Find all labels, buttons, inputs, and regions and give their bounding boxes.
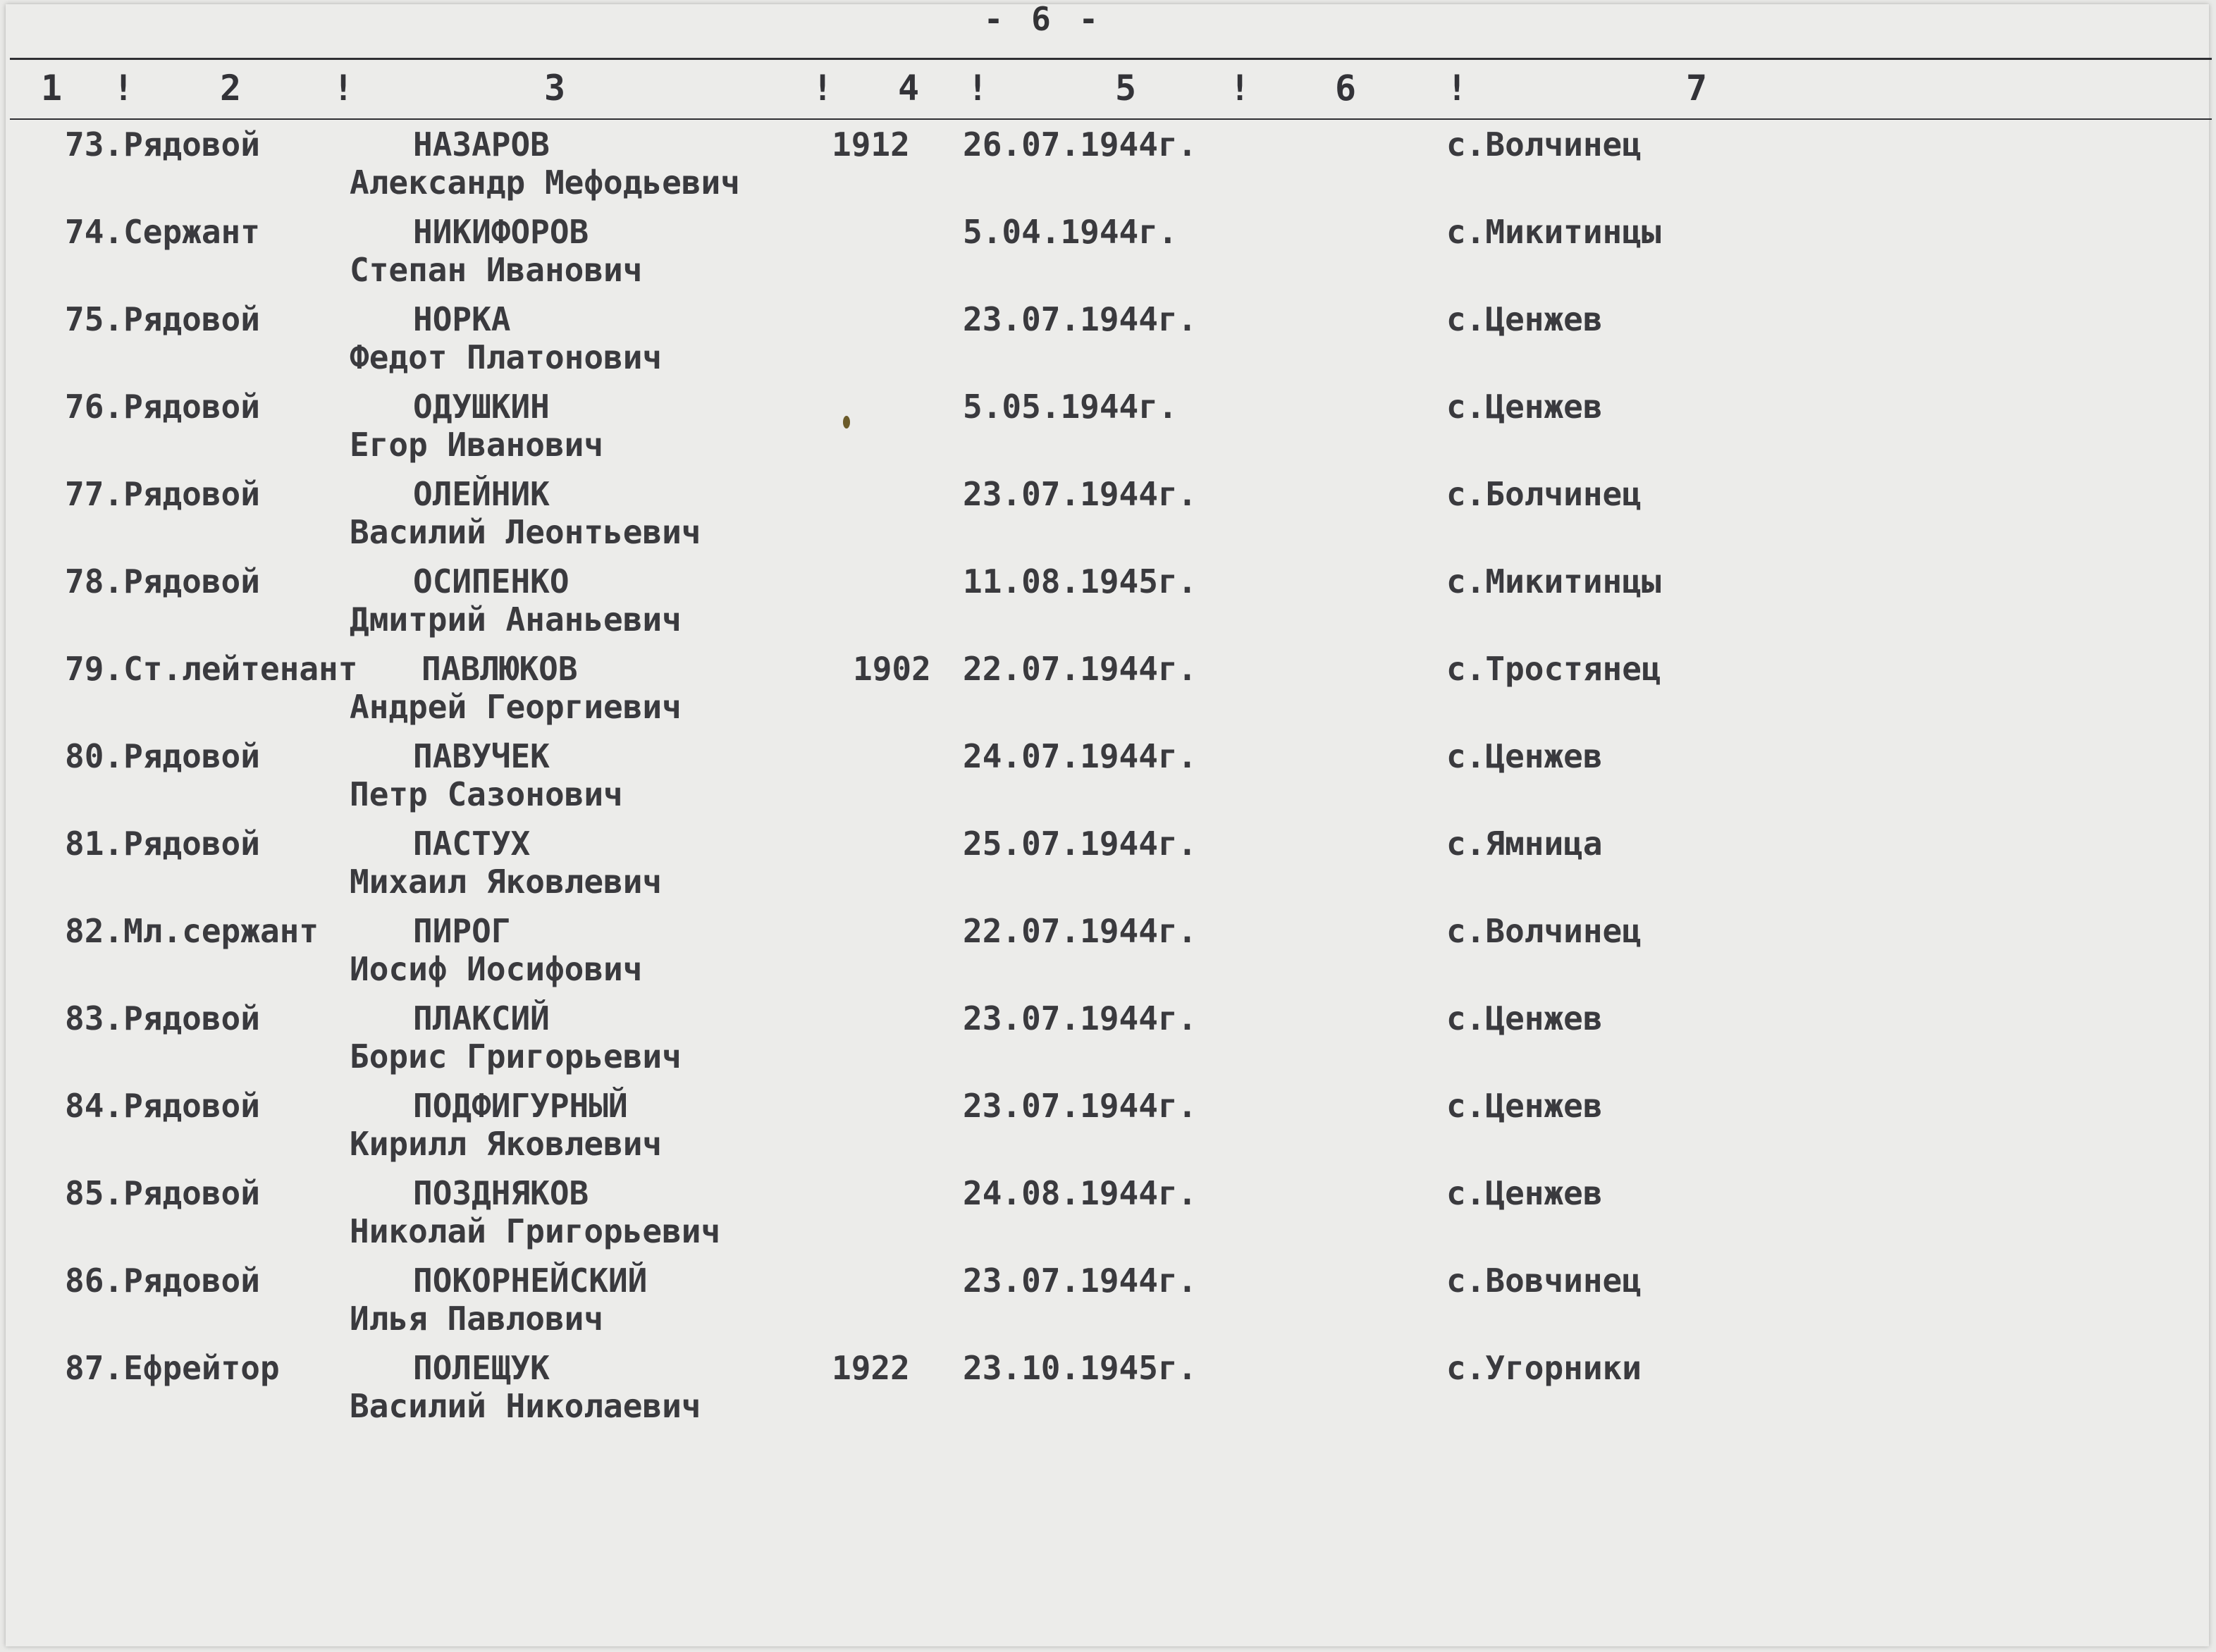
column-header-row — [0, 68, 2216, 111]
record-row — [0, 1257, 2216, 1345]
record-given-names: Михаил Яковлевич — [350, 863, 663, 901]
record-place: с.Микитинцы — [1446, 562, 1661, 600]
record-surname: ПОКОРНЕЙСКИЙ — [413, 1262, 648, 1300]
column-header-6: 6 — [1335, 68, 1357, 109]
record-place: с.Тростянец — [1446, 650, 1661, 688]
record-surname: ПОДФИГУРНЫЙ — [413, 1087, 628, 1125]
record-surname: НАЗАРОВ — [413, 125, 550, 164]
column-separator: ! — [1229, 68, 1251, 109]
record-date: 22.07.1944г. — [963, 650, 1198, 688]
record-surname: ПЛАКСИЙ — [413, 999, 550, 1037]
column-header-7: 7 — [1686, 68, 1708, 109]
record-number-rank: 76.Рядовой — [65, 388, 260, 426]
record-row — [0, 820, 2216, 908]
record-place: с.Болчинец — [1446, 475, 1642, 513]
record-place: с.Угорники — [1446, 1349, 1642, 1387]
record-given-names: Илья Павлович — [350, 1300, 604, 1338]
record-given-names: Василий Николаевич — [350, 1387, 701, 1425]
record-given-names: Николай Григорьевич — [350, 1212, 721, 1250]
record-number-rank: 73.Рядовой — [65, 125, 260, 164]
record-row — [0, 296, 2216, 383]
record-number-rank: 78.Рядовой — [65, 562, 260, 600]
record-birth-year: 1902 — [853, 650, 931, 688]
record-given-names: Борис Григорьевич — [350, 1037, 682, 1075]
column-header-5: 5 — [1115, 68, 1137, 109]
record-surname: ОЛЕЙНИК — [413, 475, 550, 513]
column-separator: ! — [333, 68, 355, 109]
record-given-names: Александр Мефодьевич — [350, 164, 740, 202]
record-date: 26.07.1944г. — [963, 125, 1198, 164]
record-date: 24.08.1944г. — [963, 1174, 1198, 1212]
record-number-rank: 80.Рядовой — [65, 737, 260, 775]
record-place: с.Ямница — [1446, 825, 1603, 863]
record-number-rank: 86.Рядовой — [65, 1262, 260, 1300]
record-given-names: Василий Леонтьевич — [350, 513, 701, 551]
record-birth-year: 1912 — [832, 125, 910, 164]
column-header-3: 3 — [544, 68, 566, 109]
record-number-rank: 75.Рядовой — [65, 300, 260, 338]
record-date: 23.07.1944г. — [963, 475, 1198, 513]
record-surname: ПОЗДНЯКОВ — [413, 1174, 589, 1212]
ink-speck — [843, 416, 850, 429]
record-row — [0, 558, 2216, 646]
column-separator: ! — [812, 68, 834, 109]
record-place: с.Вовчинец — [1446, 1262, 1642, 1300]
record-row — [0, 908, 2216, 995]
record-place: с.Волчинец — [1446, 912, 1642, 950]
record-date: 25.07.1944г. — [963, 825, 1198, 863]
record-row — [0, 383, 2216, 471]
record-place: с.Ценжев — [1446, 1174, 1603, 1212]
record-date: 22.07.1944г. — [963, 912, 1198, 950]
record-date: 23.07.1944г. — [963, 1087, 1198, 1125]
record-place: с.Ценжев — [1446, 300, 1603, 338]
record-date: 23.07.1944г. — [963, 300, 1198, 338]
record-surname: НИКИФОРОВ — [413, 213, 589, 251]
record-row — [0, 1170, 2216, 1257]
record-row — [0, 995, 2216, 1083]
record-surname: ОДУШКИН — [413, 388, 550, 426]
record-row — [0, 209, 2216, 296]
column-separator: ! — [113, 68, 135, 109]
record-place: с.Ценжев — [1446, 388, 1603, 426]
record-birth-year: 1922 — [832, 1349, 910, 1387]
record-given-names: Андрей Георгиевич — [350, 688, 682, 726]
record-given-names: Петр Сазонович — [350, 775, 623, 813]
record-number-rank: 84.Рядовой — [65, 1087, 260, 1125]
record-date: 5.04.1944г. — [963, 213, 1178, 251]
record-surname: НОРКА — [413, 300, 511, 338]
record-surname: ПИРОГ — [413, 912, 511, 950]
record-surname: ОСИПЕНКО — [413, 562, 570, 600]
record-given-names: Степан Иванович — [350, 251, 643, 289]
record-date: 24.07.1944г. — [963, 737, 1198, 775]
column-header-4: 4 — [898, 68, 920, 109]
record-number-rank: 82.Мл.сержант — [65, 912, 319, 950]
record-number-rank: 87.Ефрейтор — [65, 1349, 280, 1387]
record-number-rank: 81.Рядовой — [65, 825, 260, 863]
record-place: с.Ценжев — [1446, 999, 1603, 1037]
record-place: с.Ценжев — [1446, 1087, 1603, 1125]
record-row — [0, 1345, 2216, 1432]
record-date: 23.07.1944г. — [963, 999, 1198, 1037]
record-row — [0, 471, 2216, 558]
record-row — [0, 646, 2216, 733]
record-given-names: Дмитрий Ананьевич — [350, 600, 682, 639]
record-number-rank: 79.Ст.лейтенант — [65, 650, 358, 688]
record-number-rank: 83.Рядовой — [65, 999, 260, 1037]
record-surname: ПАСТУХ — [413, 825, 531, 863]
record-given-names: Кирилл Яковлевич — [350, 1125, 663, 1163]
record-surname: ПАВЛЮКОВ — [421, 650, 578, 688]
record-given-names: Федот Платонович — [350, 338, 663, 376]
column-separator: ! — [1446, 68, 1468, 109]
record-row — [0, 1083, 2216, 1170]
record-given-names: Иосиф Иосифович — [350, 950, 643, 988]
record-given-names: Егор Иванович — [350, 426, 604, 464]
record-place: с.Волчинец — [1446, 125, 1642, 164]
record-number-rank: 85.Рядовой — [65, 1174, 260, 1212]
page-number: - 6 - — [983, 0, 1103, 38]
column-header-2: 2 — [220, 68, 242, 109]
record-date: 23.07.1944г. — [963, 1262, 1198, 1300]
record-row — [0, 733, 2216, 820]
record-place: с.Ценжев — [1446, 737, 1603, 775]
record-date: 11.08.1945г. — [963, 562, 1198, 600]
record-place: с.Микитинцы — [1446, 213, 1661, 251]
record-date: 5.05.1944г. — [963, 388, 1178, 426]
record-date: 23.10.1945г. — [963, 1349, 1198, 1387]
column-header-1: 1 — [41, 68, 63, 109]
record-number-rank: 77.Рядовой — [65, 475, 260, 513]
header-top-rule — [10, 58, 2212, 60]
header-bottom-rule — [10, 118, 2212, 120]
column-separator: ! — [967, 68, 989, 109]
record-surname: ПОЛЕЩУК — [413, 1349, 550, 1387]
record-row — [0, 121, 2216, 209]
record-surname: ПАВУЧЕК — [413, 737, 550, 775]
record-number-rank: 74.Сержант — [65, 213, 260, 251]
